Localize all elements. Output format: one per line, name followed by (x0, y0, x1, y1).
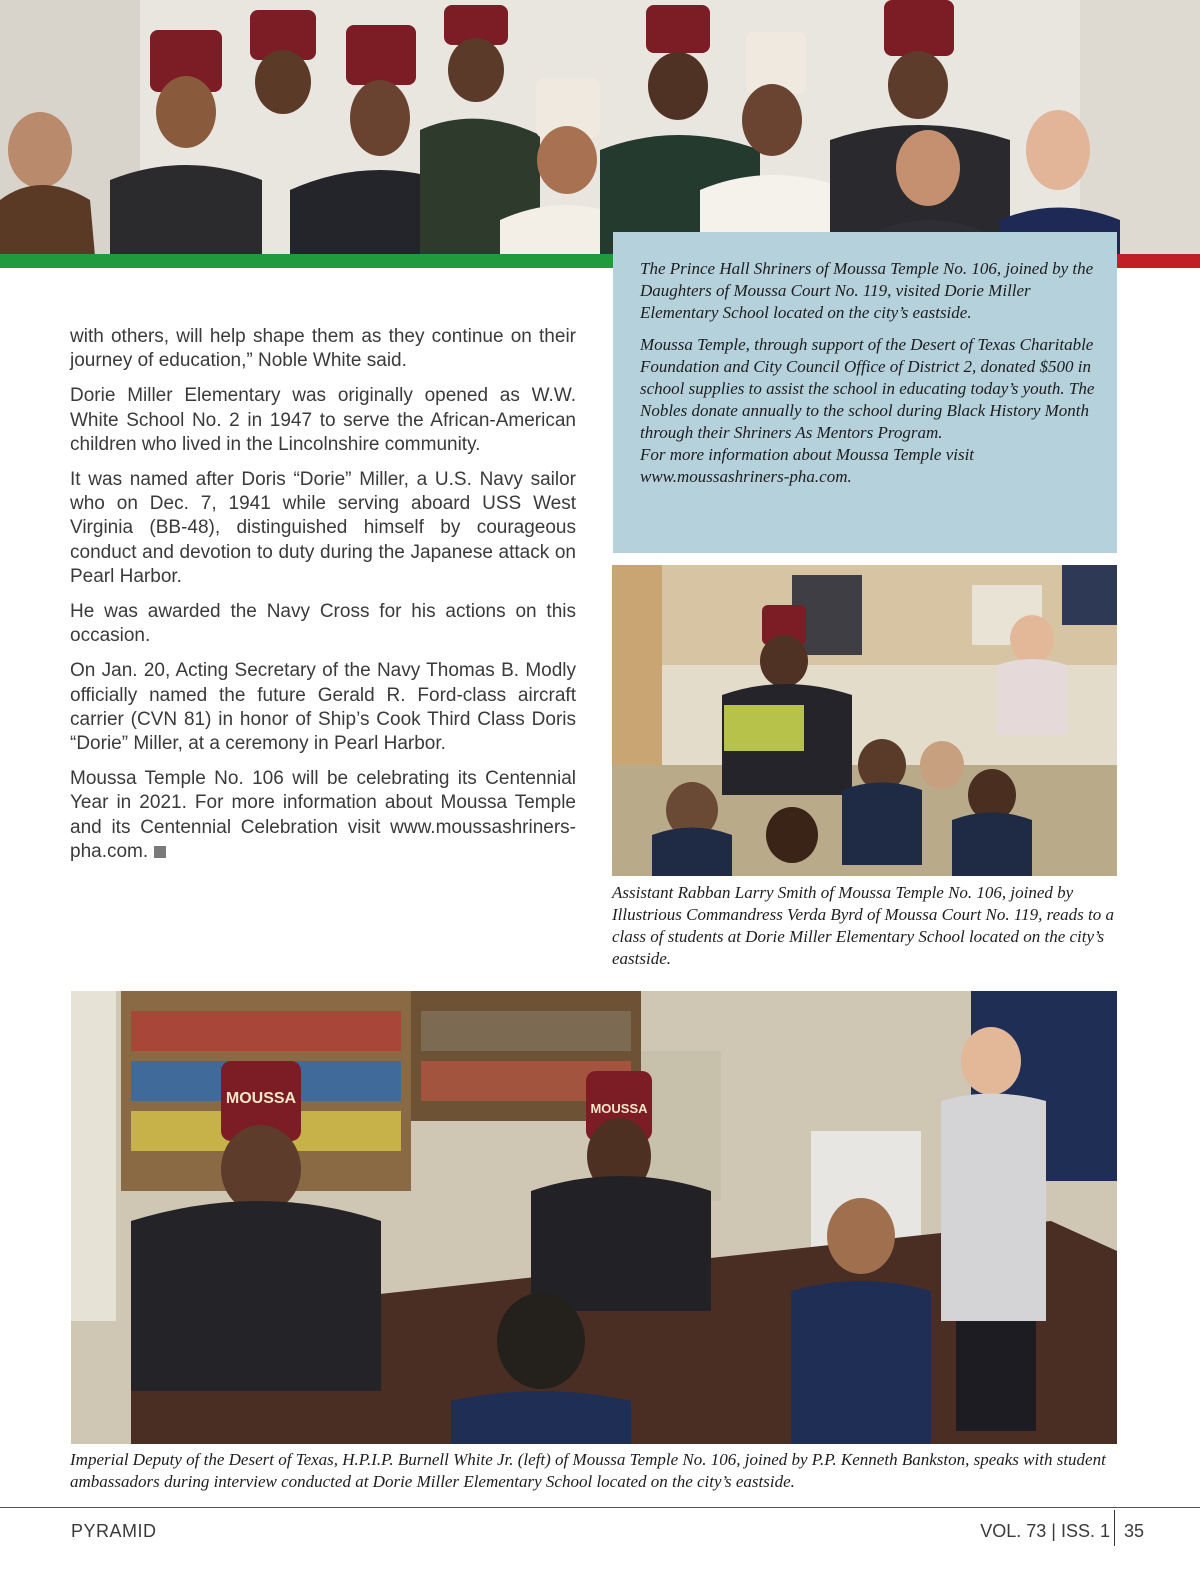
body-paragraph-last (70, 767, 576, 864)
student-ambassadors-photo (71, 991, 1117, 1444)
issue-info: VOL. 73 | ISS. 1 (980, 1521, 1110, 1541)
article-body (70, 325, 576, 875)
body-paragraph: with others, will help shape them as they continue on their journey of education,” Noble White said. (70, 326, 576, 372)
body-paragraph: He was awarded the Navy Cross for his actions on this occasion. (70, 601, 576, 647)
body-paragraph: Moussa Temple No. 106 will be celebrating its Centennial Year in 2021. For more information about Moussa Temple and its Centennial Celebration visit www.moussashriners-pha.com. (70, 768, 576, 862)
photo-caption: Assistant Rabban Larry Smith of Moussa Temple No. 106, joined by Illustrious Commandress Verda Byrd of Moussa Court No. 119, reads to a class of students at Dorie Miller Elementary School located on the city’s eastside. (612, 883, 1114, 968)
footer-divider (1114, 1510, 1115, 1546)
body-paragraph: On Jan. 20, Acting Secretary of the Navy Thomas B. Modly officially named the future Gerald R. Ford-class aircraft carrier (CVN 81) in honor of Ship’s Cook Third Class Doris “Dorie” Miller, at a ceremony in Pearl Harbor. (70, 660, 576, 755)
group-photo (0, 0, 1200, 256)
body-paragraph: It was named after Doris “Dorie” Miller, a U.S. Navy sailor who on Dec. 7, 1941 while serving aboard USS West Virginia (BB-48), distinguished himself by courageous conduct and devotion to duty during the Japanese attack on Pearl Harbor. (70, 469, 576, 587)
red-accent-bar (1117, 254, 1200, 268)
body-paragraph: Dorie Miller Elementary was originally opened as W.W. White School No. 2 in 1947 to serve the African-American children who lived in the Lincolnshire community. (70, 385, 576, 455)
caption-box (613, 232, 1117, 553)
caption-box-paragraph: Moussa Temple, through support of the Desert of Texas Charitable Foundation and City Council Office of District 2, donated $500 in school supplies to assist the school in educating today’s youth. The Nobles donate annually to the school during Black History Month through their Shriners As Mentors Program. (640, 335, 1095, 442)
footer-rule (0, 1507, 1200, 1508)
fez-lettering: MOUSSA (590, 1101, 648, 1116)
caption-box-paragraph: The Prince Hall Shriners of Moussa Temple No. 106, joined by the Daughters of Moussa Court No. 119, visited Dorie Miller Elementary School located on the city’s eastside. (640, 259, 1094, 322)
photo-caption: Imperial Deputy of the Desert of Texas, H.P.I.P. Burnell White Jr. (left) of Moussa Temple No. 106, joined by P.P. Kenneth Bankston, speaks with student ambassadors during interview conducted at Dorie Miller Elementary School located on the city’s eastside. (70, 1450, 1106, 1491)
end-of-article-square-icon (154, 846, 166, 858)
green-accent-bar (0, 254, 614, 268)
fez-lettering: MOUSSA (225, 1090, 297, 1107)
publication-name: PYRAMID (71, 1521, 157, 1541)
classroom-reading-photo (612, 565, 1117, 876)
caption-box-paragraph: For more information about Moussa Temple visit www.moussashriners-pha.com. (640, 445, 975, 486)
page-number: 35 (1124, 1521, 1145, 1541)
